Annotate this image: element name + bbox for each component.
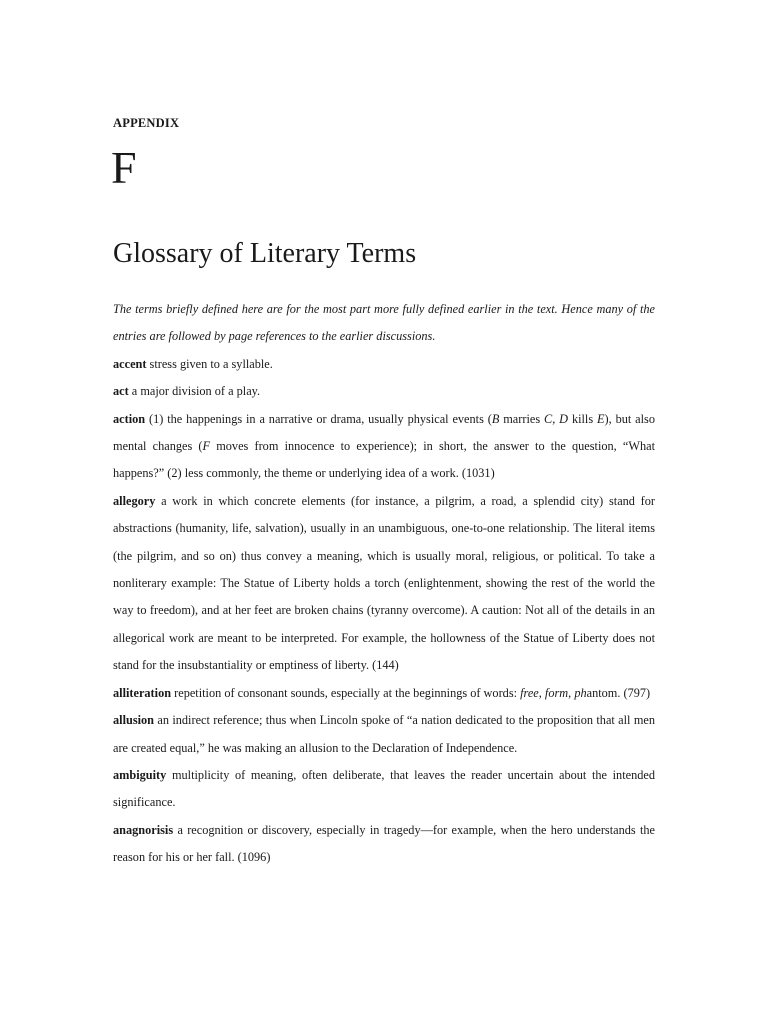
glossary-entry-anagnorisis	[113, 817, 655, 872]
glossary-definition: an indirect reference; thus when Lincoln spoke of “a nation dedicated to the proposition that all men are created equal,” he was making an allusion to the Declaration of Independence.	[113, 713, 655, 755]
glossary-definition: a recognition or discovery, especially in tragedy—for example, when the hero understands the reason for his or her fall. (1096)	[113, 822, 655, 865]
glossary-entry-alliteration	[113, 680, 655, 707]
glossary-entry-allegory	[113, 488, 655, 680]
glossary-definition: (1) the happenings in a narrative or drama, usually physical events (B marries C, D kills E), but also mental changes (F moves from innocence to experience); in short, the answer to the question, “What happens?” (2) less commonly, the theme or underlying idea of a work. (1031)	[113, 411, 655, 481]
glossary-term: alliteration	[113, 685, 172, 700]
glossary-term: action	[113, 411, 146, 426]
glossary-entry-action	[113, 406, 655, 488]
glossary-term: allusion	[113, 713, 155, 728]
glossary-term: accent	[113, 356, 147, 371]
glossary-term: act	[113, 384, 129, 399]
glossary-body	[113, 296, 655, 872]
glossary-definition: stress given to a syllable.	[149, 356, 273, 371]
glossary-term: allegory	[113, 493, 156, 508]
glossary-entry-act	[113, 378, 655, 405]
appendix-letter: F	[111, 142, 137, 193]
glossary-definition: a work in which concrete elements (for instance, a pilgrim, a road, a splendid city) stand for abstractions (humanity, life, salvation), usually in an unambiguous, one-to-one relationship. The literal items (the pilgrim, and so on) thus convey a meaning, which is usually moral, religious, or political. To take a nonliterary example: The Statue of Liberty holds a torch (enlightenment, showing the rest of the world the way to freedom), and at her feet are broken chains (tyranny overcome). A caution: Not all of the details in an allegorical work are meant to be interpreted. For example, the hollowness of the Statue of Liberty does not stand for the insubstantiality or emptiness of liberty. (144)	[113, 493, 655, 673]
appendix-label: APPENDIX	[113, 116, 180, 130]
glossary-term: anagnorisis	[113, 822, 174, 837]
page-title: Glossary of Literary Terms	[113, 238, 417, 269]
glossary-definition: repetition of consonant sounds, especially at the beginnings of words: free, form, phantom. (797)	[174, 685, 651, 700]
glossary-definition: a major division of a play.	[131, 384, 261, 399]
intro-paragraph: The terms briefly defined here are for the most part more fully defined earlier in the text. Hence many of the entries are followed by page references to the earlier discussions.	[113, 302, 655, 344]
glossary-definition: multiplicity of meaning, often deliberate, that leaves the reader uncertain about the intended significance.	[113, 767, 655, 810]
glossary-entry-ambiguity	[113, 762, 655, 817]
glossary-term: ambiguity	[113, 767, 167, 782]
glossary-entry-accent	[113, 351, 655, 378]
glossary-entry-allusion	[113, 707, 655, 762]
